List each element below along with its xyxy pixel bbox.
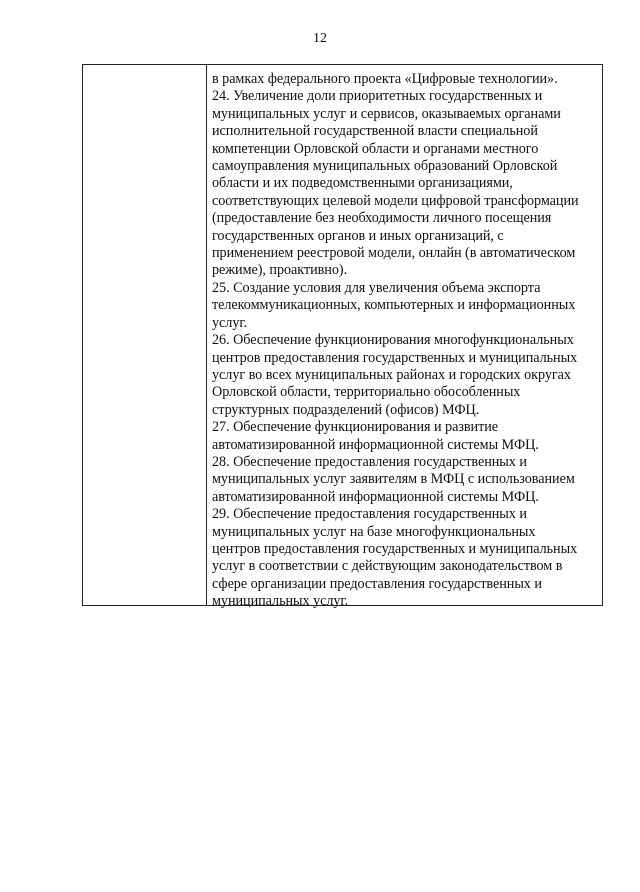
text-line: 28. Обеспечение предоставления государственных и [212,453,527,470]
text-line: центров предоставления государственных и муниципальных [212,349,578,366]
text-line: государственных органов и иных организаций, с [212,227,504,244]
text-line: сфере организации предоставления государственных и [212,575,542,592]
text-line: режиме), проактивно). [212,262,348,279]
text-line: 25. Создание условия для увеличения объема экспорта [212,279,541,296]
text-line: 24. Увеличение доли приоритетных государственных и [212,88,543,105]
text-line: 26. Обеспечение функционирования многофункциональных [212,332,574,349]
text-line: самоуправления муниципальных образований Орловской [212,158,558,175]
text-line: услуг в соответствии с действующим законодательством в [212,558,563,575]
text-line: муниципальных услуг и сервисов, оказываемых органами [212,105,561,122]
text-line: муниципальных услуг на базе многофункциональных [212,523,536,540]
text-line: услуг во всех муниципальных районах и городских округах [212,366,571,383]
text-line: соответствующих целевой модели цифровой трансформации [212,192,579,209]
text-line: Орловской области, территориально обособленных [212,384,521,401]
table-left-cell [83,65,207,605]
text-line: автоматизированной информационной системы МФЦ. [212,436,539,453]
text-line: автоматизированной информационной системы МФЦ. [212,488,539,505]
text-line: (предоставление без необходимости личного посещения [212,210,552,227]
text-line: услуг. [212,314,248,331]
page-number: 12 [313,31,327,46]
text-line: в рамках федерального проекта «Цифровые технологии». [212,71,558,87]
table-right-cell [207,65,602,610]
document-table [82,64,603,610]
text-line: центров предоставления государственных и муниципальных [212,540,578,557]
text-line: 29. Обеспечение предоставления государственных и [212,506,527,523]
text-line: области и их подведомственными организациями, [212,175,513,192]
text-line: исполнительной государственной власти специальной [212,123,538,140]
text-line: компетенции Орловской области и органами местного [212,140,539,157]
text-line: муниципальных услуг заявителям в МФЦ с использованием [212,471,575,488]
text-line: 27. Обеспечение функционирования и развитие [212,419,499,436]
text-line: структурных подразделений (офисов) МФЦ. [212,401,480,418]
text-line: применением реестровой модели, онлайн (в автоматическом [212,245,576,262]
text-line: телекоммуникационных, компьютерных и информационных [212,297,576,314]
text-line: муниципальных услуг. [212,593,349,610]
